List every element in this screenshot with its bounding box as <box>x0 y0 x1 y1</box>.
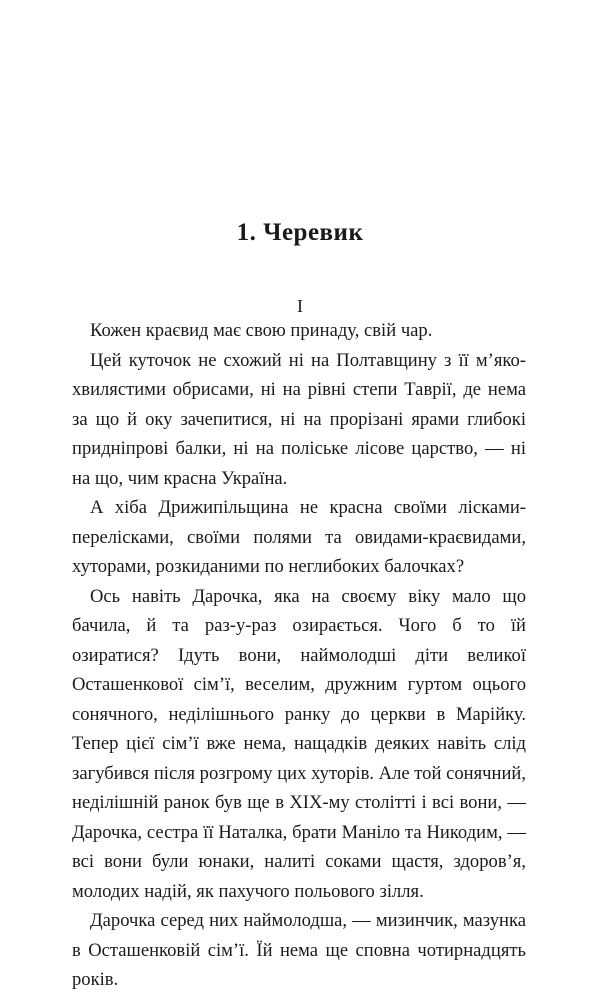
paragraph-5: Дарочка серед них наймолодша, — мизинчик, мазунка в Осташенковій сім’ї. Їй нема ще сповна чотирнадцять років. <box>72 910 526 990</box>
body-text <box>72 316 526 995</box>
section-numeral: I <box>297 296 303 316</box>
paragraph-2: Цей куточок не схожий ні на Полтавщину з її м’яко-хвилястими обрисами, ні на рівні степи Таврії, де нема за що й оку зачепитися, ні на прорізані ярами глибокі придніпрові балки, ні на поліське лісове царство, — ні на що, чим красна Україна. <box>72 349 526 489</box>
paragraph-4: Ось навіть Дарочка, яка на своєму віку мало що бачила, й та раз-у-раз озирається. Чого б то їй озиратися? Ідуть вони, наймолодші діти великої Осташенкової сім’ї, веселим, дружним гуртом оцього сонячного, неділішнього ранку до церкви в Марійку. Тепер цієї сім’ї вже нема, нащадків деяких навіть слід загубився після розгрому цих хуторів. Але той сонячний, неділішній ранок був ще в XIX-му столітті і всі вони, — Дарочка, сестра її Наталка, брати Маніло та Никодим, — всі вони були юнаки, налиті соками щастя, здоров’я, молодих надій, як пахучого польового зілля. <box>72 585 526 902</box>
paragraph-3: А хіба Дрижипільщина не красна своїми лісками-перелісками, своїми полями та овидами-краєвидами, хуторами, розкиданими по неглибоких балочках? <box>72 497 526 577</box>
chapter-title: 1. Черевик <box>236 219 364 246</box>
paragraph-1: Кожен краєвид має свою принаду, свій чар. <box>90 320 433 341</box>
